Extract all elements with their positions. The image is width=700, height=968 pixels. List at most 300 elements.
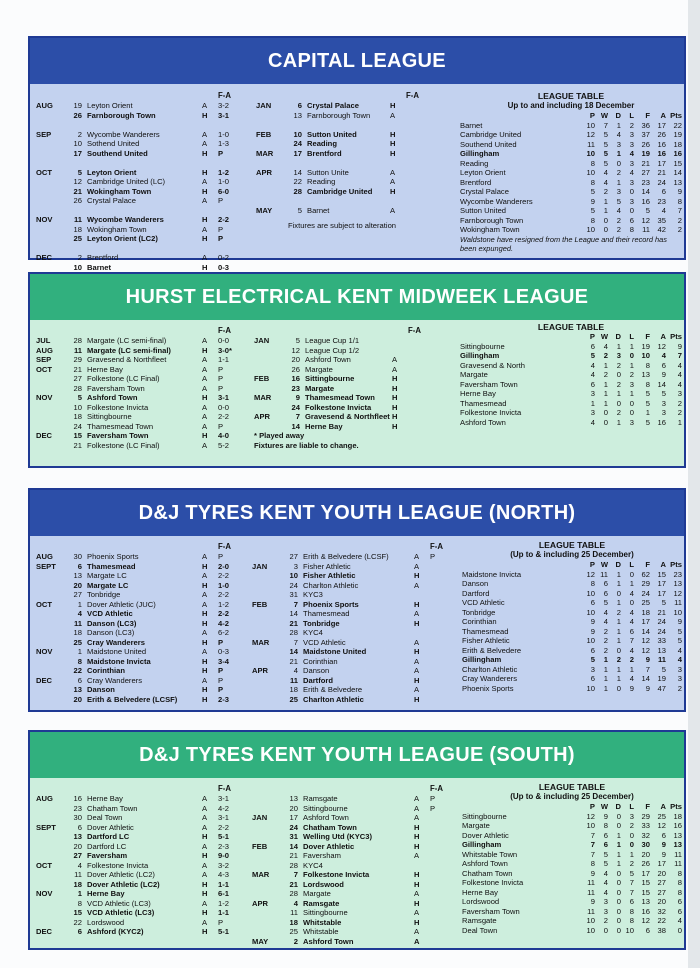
team-name: Reading	[460, 158, 489, 168]
column-header: P	[589, 111, 595, 120]
table-cell: 3	[629, 379, 634, 389]
fixture-day: 10	[293, 129, 302, 139]
table-cell: 26	[641, 859, 650, 868]
fixture-venue: A	[202, 860, 208, 870]
spacer	[460, 332, 582, 342]
fixture-row	[254, 355, 430, 365]
fixture-month	[252, 685, 282, 695]
table-cell: 1	[603, 655, 608, 664]
fixture-month: SEP	[36, 355, 52, 364]
table-cell: 4	[616, 130, 621, 139]
fixture-score	[408, 393, 430, 403]
table-cell: 17	[657, 588, 666, 598]
fixture-opponent: Danson (LC3)	[87, 618, 137, 628]
spacer	[414, 784, 430, 794]
team-name: VCD Athletic	[462, 598, 505, 607]
section-title: CAPITAL LEAGUE	[30, 38, 684, 84]
table-cell: 12	[673, 588, 682, 598]
table-cell: 7	[629, 887, 634, 897]
column-header: D	[615, 560, 621, 569]
fixture-day: 20	[73, 694, 82, 704]
fixture-row	[252, 628, 452, 638]
fixture-opponent: Corinthian	[303, 656, 338, 666]
fixture-day: 11	[290, 908, 298, 917]
fixture-row	[252, 590, 452, 600]
fixture-opponent: Sittingbourne	[87, 412, 132, 421]
fixture-row	[254, 393, 430, 403]
table-cell: 33	[641, 821, 650, 830]
fixture-venue: A	[202, 870, 208, 879]
fixture-row	[36, 120, 240, 130]
fixture-row	[252, 552, 452, 562]
column-header: Pts	[670, 560, 682, 569]
fixture-row	[36, 813, 240, 823]
spacer	[202, 91, 218, 101]
fixture-row	[252, 676, 452, 686]
fixture-day: 27	[289, 552, 298, 561]
fixture-opponent: Cray Wanderers	[87, 675, 142, 685]
fixture-day: 18	[73, 879, 82, 889]
table-cell: 3	[603, 897, 608, 906]
table-cell: 1	[616, 598, 621, 607]
table-cell: 4	[661, 351, 666, 360]
fixture-score: 3-4	[218, 656, 229, 666]
table-cell: 4	[629, 617, 634, 626]
fixture-venue: H	[202, 167, 208, 177]
fixture-day: 2	[77, 129, 82, 139]
spacer	[66, 91, 87, 101]
fixture-opponent: Chatham Town	[87, 803, 138, 813]
fixture-day: 11	[73, 618, 82, 628]
fixture-row	[256, 130, 428, 140]
fixture-month	[252, 676, 282, 686]
fixture-day: 16	[73, 794, 82, 803]
fixture-month	[252, 823, 282, 833]
table-cell: 5	[661, 598, 666, 607]
spacer	[460, 111, 582, 121]
table-cell: 3	[616, 139, 621, 149]
fixture-score	[430, 813, 452, 823]
fixture-opponent	[87, 244, 202, 254]
fixtures-left	[36, 91, 240, 282]
table-cell: 26	[641, 139, 650, 149]
fixture-month	[36, 619, 66, 629]
table-cell: 18	[673, 139, 682, 149]
fixture-opponent: Ramsgate	[303, 794, 338, 803]
table-cell: 1	[616, 626, 621, 636]
fixture-opponent: Margate	[305, 364, 333, 374]
fixture-row	[252, 813, 452, 823]
fixture-day	[66, 244, 87, 254]
fixture-row	[36, 244, 240, 254]
spacer	[87, 91, 202, 101]
fixture-month	[36, 206, 66, 216]
fixture-score	[430, 870, 452, 880]
fixture-opponent: Herne Bay	[87, 794, 123, 803]
table-row	[462, 831, 682, 841]
table-cell: 62	[641, 569, 650, 579]
table-cell: 4	[616, 206, 621, 215]
fixture-month	[36, 657, 66, 667]
table-cell: 2	[677, 408, 682, 417]
fixture-score	[430, 832, 452, 842]
table-cell: 13	[673, 840, 682, 849]
table-cell: 5	[590, 206, 595, 215]
fixture-row	[36, 139, 240, 149]
fixture-score: 0-0	[218, 336, 229, 345]
table-row	[460, 178, 682, 188]
spacer	[254, 326, 284, 336]
fixture-opponent: Wycombe Wanderers	[87, 215, 164, 224]
table-cell: 3	[677, 389, 682, 398]
table-cell: 6	[603, 588, 608, 598]
table-cell: 3	[616, 351, 621, 360]
fixture-day: 10	[73, 262, 82, 272]
table-cell: 1	[616, 617, 621, 626]
table-cell: 0	[603, 925, 608, 935]
fixture-venue: H	[202, 609, 208, 618]
fixture-venue	[202, 206, 218, 216]
fixture-score	[408, 374, 430, 384]
team-name: Barnet	[460, 120, 483, 130]
fixture-opponent: Chatham Town	[303, 822, 357, 832]
fixture-score: P	[218, 374, 224, 383]
team-name: Faversham Town	[462, 906, 520, 916]
table-cell: 0	[616, 887, 621, 897]
fixture-day: 5	[77, 167, 82, 177]
spacer	[414, 542, 430, 552]
fixture-venue: A	[202, 552, 208, 561]
fixture-opponent: Ashford (KYC2)	[87, 927, 144, 936]
team-name: Deal Town	[462, 925, 498, 935]
fixture-opponent: Folkestone (LC Final)	[87, 374, 160, 383]
table-cell: 3	[590, 408, 595, 417]
table-row	[462, 617, 682, 627]
table-cell: 6	[661, 187, 666, 196]
table-row	[462, 608, 682, 618]
fixture-month	[256, 177, 286, 187]
table-cell: 37	[641, 130, 650, 139]
table-cell: 10	[586, 683, 595, 693]
fixture-score: P	[218, 224, 224, 234]
fixture-venue: H	[202, 110, 208, 120]
fixture-venue: H	[414, 870, 420, 879]
fixture-day: 25	[289, 694, 298, 704]
table-cell: 20	[657, 897, 666, 906]
table-cell: 11	[674, 598, 682, 607]
table-cell: 3	[629, 139, 634, 149]
fa-header-row	[36, 91, 240, 101]
fixture-day: 3	[293, 561, 298, 571]
table-row	[462, 674, 682, 684]
table-cell: 2	[677, 398, 682, 408]
fixture-score: 1-0	[218, 580, 229, 590]
team-name: Danson	[462, 579, 489, 588]
fixture-day: 12	[291, 345, 300, 355]
fixture-row	[252, 870, 452, 880]
fixture-day: 23	[291, 383, 300, 393]
fixture-score	[408, 403, 430, 413]
fixture-day: 27	[73, 374, 82, 383]
fixture-day: 5	[297, 205, 302, 215]
fixture-score	[406, 111, 428, 121]
table-cell: 7	[590, 840, 595, 849]
fixture-day: 11	[73, 215, 82, 224]
table-cell: 22	[657, 916, 666, 925]
table-cell: 7	[590, 849, 595, 859]
table-cell: 1	[603, 674, 608, 683]
fixture-month: FEB	[252, 841, 268, 851]
table-row	[462, 821, 682, 831]
team-name: Gravesend & North	[460, 360, 525, 370]
table-cell: 5	[645, 417, 650, 427]
table-cell: 32	[641, 830, 650, 840]
fixture-day: 11	[289, 675, 298, 685]
fixture-month: MAY	[256, 205, 273, 215]
table-cell: 29	[641, 811, 650, 821]
fixture-day: 24	[73, 421, 82, 431]
fixture-month	[36, 695, 66, 705]
fixture-month	[36, 111, 66, 121]
fixture-venue: H	[202, 666, 208, 675]
fa-header-row	[36, 326, 240, 336]
fixture-venue: H	[202, 685, 208, 694]
table-cell: 4	[677, 645, 682, 655]
fixture-score	[430, 861, 452, 871]
fa-header: F-A	[218, 542, 231, 551]
fixture-month: SEPT	[36, 561, 56, 571]
table-cell: 2	[629, 655, 634, 664]
table-row	[462, 655, 682, 665]
fixture-row	[252, 908, 452, 918]
fixture-opponent: Faversham	[87, 851, 128, 860]
table-cell: 5	[677, 636, 682, 645]
table-cell: 4	[677, 360, 682, 370]
fixture-venue: H	[390, 186, 396, 196]
fixture-row	[36, 861, 240, 871]
fixture-month: AUG	[36, 345, 53, 355]
table-cell: 25	[657, 811, 666, 821]
fixture-month: AUG	[36, 101, 53, 110]
fixture-opponent: Crystal Palace	[307, 101, 359, 110]
fixture-day: 6	[77, 675, 82, 685]
column-header: W	[600, 111, 608, 120]
fixture-row	[36, 215, 240, 225]
fixture-opponent: Faversham Town	[87, 431, 149, 440]
fa-header-row	[252, 542, 452, 552]
table-cell: 13	[641, 897, 650, 906]
table-cell: 3	[590, 389, 595, 398]
fixture-venue	[202, 158, 218, 168]
table-cell: 9	[590, 897, 595, 906]
table-cell: 17	[657, 579, 666, 588]
fixture-month	[36, 403, 66, 413]
fixture-opponent: Margate	[303, 889, 331, 898]
fixture-day: 4	[293, 898, 298, 908]
spacer	[305, 326, 392, 336]
fixture-score: 4-0	[218, 431, 229, 440]
fixture-venue: A	[202, 355, 208, 364]
table-cell: 9	[661, 370, 666, 379]
table-cell: 1	[616, 417, 621, 427]
fixtures-change-note: Fixtures are liable to change.	[254, 441, 359, 450]
fixture-opponent: Dover Athletic	[87, 822, 134, 832]
table-cell: 0	[616, 821, 621, 830]
fixture-month	[36, 422, 66, 432]
fixture-score	[430, 600, 452, 610]
team-name: Thamesmead	[460, 398, 507, 408]
table-cell: 2	[616, 408, 621, 417]
table-note: Waldstone have resigned from the League and their record has been expunged.	[460, 234, 667, 253]
fixture-row	[36, 225, 240, 235]
fixture-day: 16	[291, 374, 300, 383]
table-cell: 1	[645, 408, 650, 417]
fixture-row	[36, 111, 240, 121]
fixture-row	[36, 918, 240, 928]
fixture-score: P	[218, 917, 224, 927]
fixture-month	[252, 908, 282, 918]
table-cell: 4	[603, 868, 608, 878]
fixture-month	[36, 244, 66, 254]
table-cell: 5	[603, 139, 608, 149]
table-cell: 4	[661, 206, 666, 215]
table-cell: 8	[677, 196, 682, 206]
fixture-day: 6	[297, 101, 302, 110]
table-cell: 19	[673, 130, 682, 139]
table-cell: 10	[586, 225, 595, 234]
fixture-month	[254, 403, 284, 413]
fixture-day: 18	[289, 685, 298, 694]
fixture-score	[430, 685, 452, 695]
fixture-opponent: Maidstone United	[87, 647, 147, 656]
fixture-month	[36, 571, 66, 581]
fixture-month	[252, 581, 282, 591]
fixture-month	[36, 832, 66, 842]
fixture-month	[36, 384, 66, 394]
fixture-day: 28	[289, 889, 298, 898]
fixture-day: 6	[77, 822, 82, 832]
fixture-opponent: Dartford LC	[87, 832, 130, 841]
fixture-venue: A	[414, 927, 420, 936]
fixture-opponent: Fisher Athletic	[303, 561, 351, 571]
fixture-row	[252, 889, 452, 899]
fixture-opponent: Phoenix Sports	[303, 599, 359, 609]
capital-league-section	[28, 36, 686, 272]
table-cell: 22	[673, 120, 682, 130]
table-row	[462, 646, 682, 656]
played-away-note: * Played away	[254, 431, 305, 440]
fixture-venue: H	[392, 402, 398, 412]
fixture-score: P	[430, 552, 436, 561]
table-cell: 15	[641, 878, 650, 887]
fixture-row	[252, 937, 452, 947]
fixture-row	[252, 562, 452, 572]
fixture-day: 4	[293, 666, 298, 675]
fixture-day: 7	[293, 870, 298, 879]
fixture-month	[254, 355, 284, 365]
fixture-score: P	[218, 196, 224, 205]
fixture-venue: A	[390, 167, 396, 177]
table-row	[462, 684, 682, 694]
table-cell: 6	[645, 925, 650, 935]
table-cell: 4	[603, 887, 608, 897]
fixture-day	[286, 196, 307, 206]
table-cell: 6	[677, 906, 682, 916]
fixture-month	[252, 695, 282, 705]
team-name: Sutton United	[460, 206, 507, 215]
fixture-row	[252, 918, 452, 928]
table-cell: 20	[641, 849, 650, 859]
fixture-row	[36, 196, 240, 206]
fixture-day: 22	[293, 177, 302, 186]
column-header: P	[589, 332, 595, 341]
table-cell: 14	[641, 187, 650, 196]
table-cell: 14	[641, 674, 650, 683]
team-name: Gillingham	[460, 351, 500, 360]
fixture-opponent: Ashford Town	[305, 355, 351, 364]
fixture-score	[430, 880, 452, 890]
fixture-score	[430, 666, 452, 676]
team-name: Brentford	[460, 177, 492, 187]
team-name: Corinthian	[462, 617, 497, 626]
table-cell: 10	[641, 351, 650, 360]
fixture-score: 2-3	[218, 694, 229, 704]
fixture-venue: H	[392, 421, 398, 431]
table-row	[460, 380, 682, 390]
fixture-month	[256, 158, 286, 168]
fixture-day: 30	[73, 552, 82, 561]
table-cell: 3	[661, 408, 666, 417]
fixture-opponent: Dover Athletic (LC2)	[87, 879, 160, 889]
fixture-row	[252, 685, 452, 695]
section-body	[30, 536, 684, 710]
table-cell: 10	[586, 168, 595, 177]
table-cell: 0	[629, 569, 634, 579]
fixture-opponent: Sutton Unite	[307, 167, 349, 177]
fixture-venue: A	[414, 794, 420, 803]
fixture-opponent: Sittingbourne	[305, 374, 355, 383]
fixture-venue: A	[414, 552, 420, 561]
table-row	[462, 916, 682, 926]
fixture-month: AUG	[36, 794, 53, 803]
fixture-score: 1-0	[218, 177, 229, 186]
column-header: L	[629, 332, 634, 341]
team-name: Margate	[460, 370, 488, 379]
fixture-month: DEC	[36, 431, 53, 440]
table-cell: 0	[629, 187, 634, 196]
fixture-opponent: Thamesmead	[303, 609, 350, 618]
fixture-venue: A	[202, 101, 208, 110]
fixture-opponent: Thamesmead	[87, 561, 136, 571]
fixture-score: 3-2	[218, 101, 229, 110]
fixture-day: 17	[293, 148, 302, 158]
fixture-day: 6	[77, 927, 82, 936]
table-cell: 12	[586, 811, 595, 821]
fixture-day: 14	[291, 421, 300, 431]
team-name: Chatham Town	[462, 868, 513, 878]
fixture-day: 2	[77, 253, 82, 262]
fixture-opponent: Sothend United	[87, 139, 140, 148]
fixture-score	[408, 422, 430, 432]
table-cell: 5	[603, 849, 608, 859]
section-title: D&J TYRES KENT YOUTH LEAGUE (NORTH)	[30, 490, 684, 536]
table-cell: 5	[661, 664, 666, 674]
table-cell: 4	[603, 878, 608, 887]
fixture-score	[406, 177, 428, 187]
fixture-opponent: KYC3	[303, 590, 323, 599]
fixture-day	[66, 206, 87, 216]
fixture-day: 25	[73, 637, 82, 647]
